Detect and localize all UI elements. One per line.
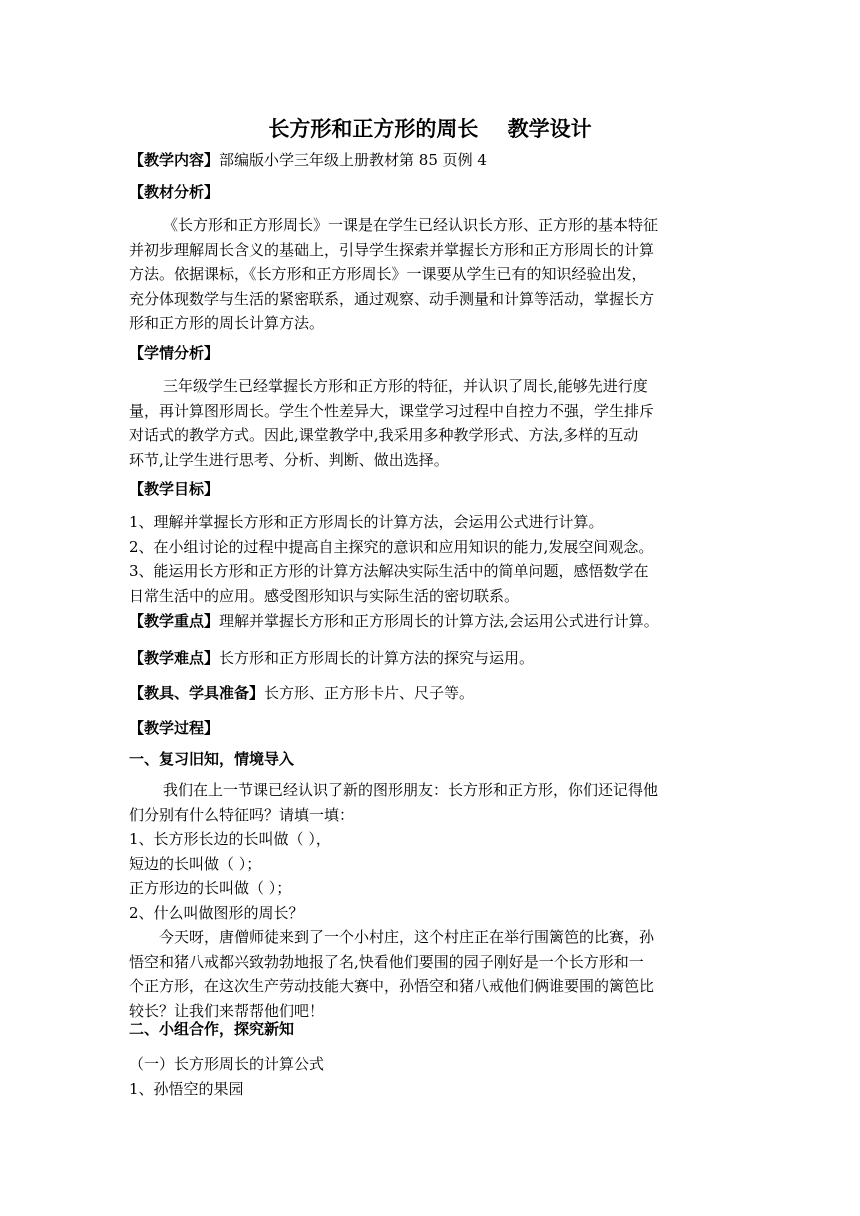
teaching-content-text: 部编版小学三年级上册教材第 85 页例 4 — [219, 151, 487, 169]
paragraph-line: 充分体现数学与生活的紧密联系，通过观察、动手测量和计算等活动，掌握长方 — [129, 289, 655, 308]
document-title: 长方形和正方形的周长 教学设计 — [268, 117, 592, 141]
student-analysis-paragraph — [129, 374, 729, 472]
paragraph-line: 正方形边的长叫做（ ）； — [129, 879, 292, 897]
section-two-body — [129, 1052, 729, 1101]
section-one-body — [129, 778, 729, 1023]
teaching-process-heading: 【教学过程】 — [129, 719, 220, 737]
paragraph-line: 1、长方形长边的长叫做（ ）， — [129, 830, 331, 848]
tools-text: 长方形、正方形卡片、尺子等。 — [264, 684, 475, 702]
tools-label: 【教具、学具准备】 — [129, 684, 265, 702]
paragraph-line: 并初步理解周长含义的基础上，引导学生探索并掌握长方形和正方形周长的计算 — [129, 240, 655, 259]
teaching-content-label: 【教学内容】 — [129, 151, 220, 169]
paragraph-line: 对话式的教学方式。因此,课堂教学中,我采用多种教学形式、方法,多样的互动 — [129, 426, 639, 444]
paragraph-line: 1、孙悟空的果园 — [129, 1079, 244, 1098]
material-analysis-heading: 【教材分析】 — [129, 183, 220, 201]
difficulty-text: 长方形和正方形周长的计算方法的探究与运用。 — [219, 649, 535, 667]
section-one-heading: 一、复习旧知，情境导入 — [129, 750, 295, 768]
difficulty-line — [129, 646, 534, 670]
paragraph-line: 今天呀，唐僧师徒来到了一个小村庄，这个村庄正在举行围篱笆的比赛，孙 — [159, 928, 655, 946]
goal-item: 2、在小组讨论的过程中提高自主探究的意识和应用知识的能力,发展空间观念。 — [129, 537, 654, 556]
paragraph-line: （一）长方形周长的计算公式 — [129, 1055, 325, 1073]
paragraph-line: 《长方形和正方形周长》一课是在学生已经认识长方形、正方形的基本特征 — [163, 216, 659, 234]
paragraph-line: 量，再计算图形周长。学生个性差异大，课堂学习过程中自控力不强，学生排斥 — [129, 401, 655, 420]
paragraph-line: 短边的长叫做（ ）； — [129, 854, 262, 873]
student-analysis-heading: 【学情分析】 — [129, 344, 220, 362]
paragraph-line: 形和正方形的周长计算方法。 — [129, 314, 325, 332]
paragraph-line: 个正方形，在这次生产劳动技能大赛中，孙悟空和猪八戒他们俩谁要围的篱笆比 — [129, 977, 655, 995]
goal-item: 日常生活中的应用。感受图形知识与实际生活的密切联系。 — [129, 586, 520, 605]
teaching-goals-list — [129, 510, 729, 608]
key-point-label: 【教学重点】 — [129, 612, 220, 630]
paragraph-line: 较长？让我们来帮帮他们吧！ — [129, 1001, 325, 1020]
paragraph-line: 三年级学生已经掌握长方形和正方形的特征，并认识了周长,能够先进行度 — [163, 377, 648, 395]
key-point-line — [129, 609, 659, 633]
teaching-goals-heading: 【教学目标】 — [129, 480, 220, 498]
section-two-heading: 二、小组合作，探究新知 — [129, 1020, 295, 1038]
goal-item: 1、理解并掌握长方形和正方形周长的计算方法，会运用公式进行计算。 — [129, 513, 604, 531]
key-point-text: 理解并掌握长方形和正方形周长的计算方法,会运用公式进行计算。 — [219, 612, 659, 630]
paragraph-line: 们分别有什么特征吗？请填一填： — [129, 805, 355, 824]
paragraph-line: 我们在上一节课已经认识了新的图形朋友：长方形和正方形，你们还记得他 — [163, 781, 659, 799]
paragraph-line: 方法。依据课标，《长方形和正方形周长》一课要从学生已有的知识经验出发， — [129, 265, 647, 283]
difficulty-label: 【教学难点】 — [129, 649, 220, 667]
tools-line — [129, 681, 474, 705]
paragraph-line: 2、什么叫做图形的周长？ — [129, 903, 304, 922]
goal-item: 3、能运用长方形和正方形的计算方法解决实际生活中的简单问题，感悟数学在 — [129, 562, 649, 580]
paragraph-line: 悟空和猪八戒都兴致勃勃地报了名,快看他们要围的园子刚好是一个长方形和一 — [129, 952, 644, 971]
material-analysis-paragraph — [129, 213, 729, 336]
teaching-content-line — [129, 148, 487, 172]
paragraph-line: 环节,让学生进行思考、分析、判断、做出选择。 — [129, 450, 449, 469]
